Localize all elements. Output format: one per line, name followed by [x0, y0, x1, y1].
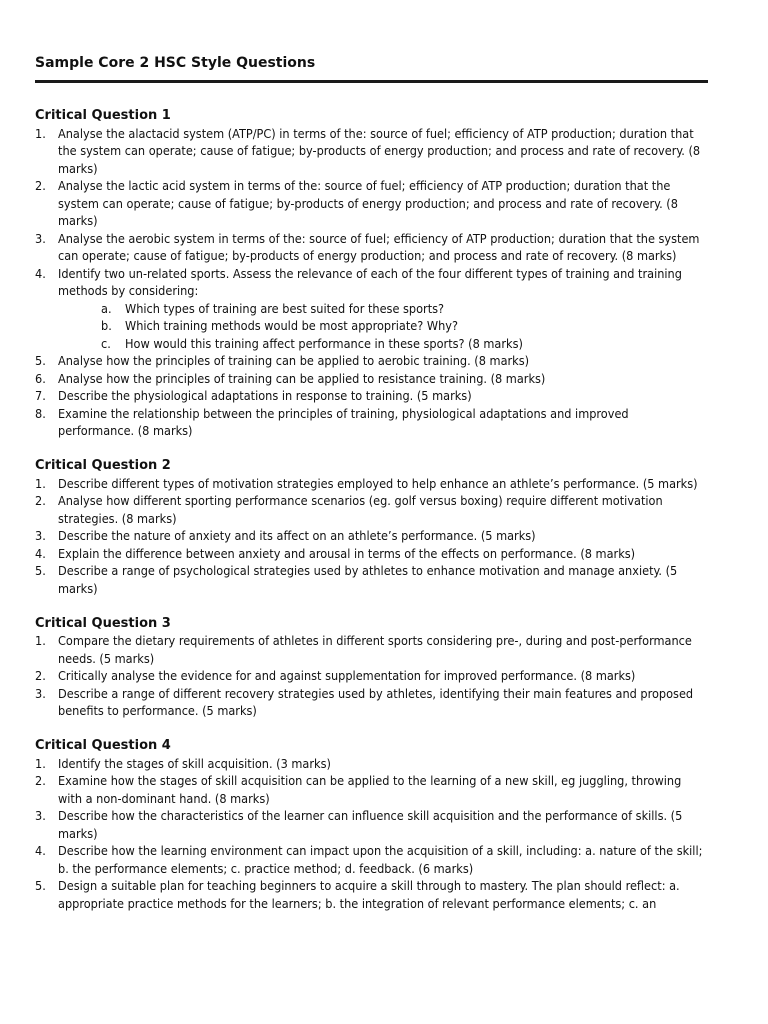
section-heading: Critical Question 2	[35, 458, 171, 473]
question-item	[35, 492, 708, 527]
question-text: Describe the physiological adaptations in response to training. (5 marks)	[58, 388, 472, 403]
question-text: Analyse how the principles of training can be applied to resistance training. (8 marks)	[58, 370, 546, 386]
question-number: 5.	[35, 563, 46, 578]
question-text: Describe a range of psychological strategies used by athletes to enhance motivation and manage anxiety. (5 marks)	[58, 563, 678, 596]
title-divider	[35, 80, 708, 83]
question-number: 8.	[35, 405, 46, 421]
question-number: 4.	[35, 545, 46, 561]
question-item	[35, 177, 708, 230]
question-text: Describe the nature of anxiety and its affect on an athlete’s performance. (5 marks)	[58, 528, 536, 543]
question-text: Examine how the stages of skill acquisition can be applied to the learning of a new skill, eg juggling, throwing with a non-dominant hand. (8 marks)	[58, 773, 682, 806]
question-item	[35, 877, 708, 912]
sub-question-text: Which training methods would be most appropriate? Why?	[125, 318, 458, 333]
question-text: Analyse how the principles of training can be applied to aerobic training. (8 marks)	[58, 353, 530, 368]
question-text: Examine the relationship between the principles of training, physiological adaptations and improved performance. (8 marks)	[58, 405, 629, 438]
question-number: 1.	[35, 475, 46, 491]
sub-question-item	[35, 335, 735, 353]
question-list	[35, 632, 735, 720]
question-text: Critically analyse the evidence for and against supplementation for improved performance. (8 marks)	[58, 668, 636, 683]
question-item	[35, 527, 708, 545]
critical-question-section	[35, 457, 735, 597]
question-item	[35, 545, 708, 563]
document-title: Sample Core 2 HSC Style Questions	[35, 55, 316, 71]
sub-question-letter: c.	[101, 335, 111, 351]
question-text: Describe how the characteristics of the learner can influence skill acquisition and the performance of skills. (5 marks)	[58, 808, 683, 841]
question-text: Analyse the aerobic system in terms of the: source of fuel; efficiency of ATP production; duration that the system can operate; cause of fatigue; by-products of energy production; and process and rate of recovery. (8 marks)	[58, 230, 700, 263]
question-text: Design a suitable plan for teaching beginners to acquire a skill through to mastery. The plan should reflect: a. appropriate practice methods for the learners; b. the integration of relevant performance elements; c. an	[58, 878, 680, 911]
question-number: 1.	[35, 633, 46, 648]
sub-question-letter: a.	[101, 300, 112, 316]
question-item	[35, 667, 708, 685]
question-list	[35, 125, 735, 440]
question-item	[35, 405, 708, 440]
document-page	[35, 52, 735, 930]
question-item	[35, 685, 708, 720]
question-item	[35, 370, 708, 388]
question-number: 5.	[35, 353, 46, 368]
question-list	[35, 475, 735, 598]
question-number: 2.	[35, 178, 46, 193]
question-number: 2.	[35, 493, 46, 508]
section-heading: Critical Question 4	[35, 738, 171, 753]
question-text: Analyse how different sporting performance scenarios (eg. golf versus boxing) require different motivation strategies. (8 marks)	[58, 493, 663, 526]
question-item	[35, 387, 708, 405]
sub-question-text: Which types of training are best suited for these sports?	[125, 300, 445, 316]
question-item	[35, 632, 708, 667]
question-item	[35, 475, 708, 493]
critical-question-section	[35, 107, 735, 440]
question-text: Explain the difference between anxiety and arousal in terms of the effects on performance. (8 marks)	[58, 545, 636, 561]
sub-question-item	[35, 300, 735, 318]
question-text: Identify two un-related sports. Assess the relevance of each of the four different types of training and training methods by considering:	[58, 265, 682, 298]
question-number: 5.	[35, 878, 46, 893]
critical-question-section	[35, 737, 735, 912]
section-heading: Critical Question 1	[35, 108, 171, 123]
question-number: 3.	[35, 808, 46, 823]
question-list	[35, 755, 735, 913]
question-text: Identify the stages of skill acquisition. (3 marks)	[58, 755, 331, 771]
question-text: Compare the dietary requirements of athletes in different sports considering pre-, during and post-performance needs. (5 marks)	[58, 633, 692, 666]
sub-question-text: How would this training affect performance in these sports? (8 marks)	[125, 335, 523, 351]
question-item	[35, 562, 708, 597]
question-text: Describe a range of different recovery strategies used by athletes, identifying their main features and proposed benefits to performance. (5 marks)	[58, 685, 694, 718]
critical-question-section	[35, 615, 735, 720]
question-item	[35, 842, 708, 877]
question-number: 4.	[35, 843, 46, 858]
question-item	[35, 230, 708, 265]
question-item	[35, 807, 708, 842]
question-number: 7.	[35, 388, 46, 403]
question-number: 3.	[35, 685, 46, 701]
question-number: 4.	[35, 265, 46, 281]
question-number: 1.	[35, 755, 46, 771]
question-item	[35, 125, 708, 178]
question-text: Describe how the learning environment can impact upon the acquisition of a skill, including: a. nature of the skill; b. the performance elements; c. practice method; d. feedback. (6 marks)	[58, 843, 703, 876]
question-text: Describe different types of motivation strategies employed to help enhance an athlete’s performance. (5 marks)	[58, 475, 698, 491]
question-number: 6.	[35, 370, 46, 386]
question-item	[35, 755, 708, 773]
question-sections	[35, 107, 735, 912]
section-heading: Critical Question 3	[35, 615, 171, 631]
sub-question-item	[35, 317, 735, 335]
sub-question-list	[35, 300, 735, 353]
question-text: Analyse the alactacid system (ATP/PC) in terms of the: source of fuel; efficiency of ATP production; duration that the system can operate; cause of fatigue; by-products of energy production; and process and rate of recovery. (8 marks)	[58, 125, 701, 176]
question-number: 3.	[35, 528, 46, 543]
question-item	[35, 352, 708, 370]
question-number: 2.	[35, 668, 46, 683]
question-number: 3.	[35, 230, 46, 246]
question-text: Analyse the lactic acid system in terms of the: source of fuel; efficiency of ATP production; duration that the system can operate; cause of fatigue; by-products of energy production; and process and rate of recovery. (8 marks)	[58, 178, 678, 228]
question-item	[35, 772, 708, 807]
question-item	[35, 265, 708, 300]
question-number: 2.	[35, 773, 46, 788]
sub-question-letter: b.	[101, 318, 112, 333]
question-number: 1.	[35, 125, 46, 141]
